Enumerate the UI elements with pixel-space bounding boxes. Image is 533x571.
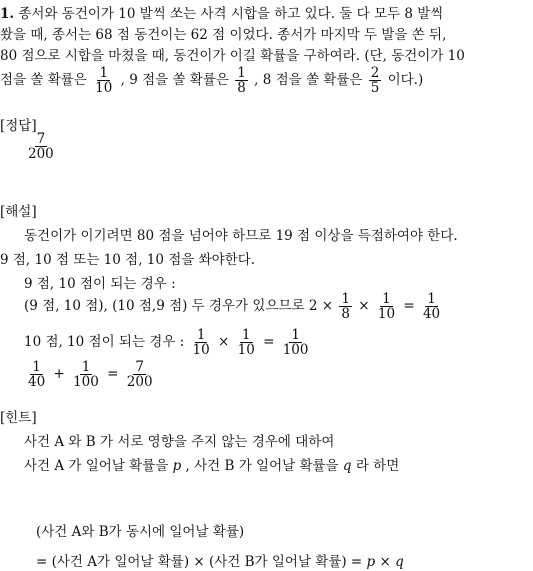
- fraction-denominator: 40: [422, 306, 441, 322]
- fraction-one-hundredth: [281, 328, 311, 357]
- problem-text-1: 종서와 동건이가 10 발씩 쏘는 사격 시합을 하고 있다. 둘 다 모두 8 발씩: [18, 6, 444, 22]
- fraction-denominator: 8: [341, 306, 350, 322]
- fraction-numerator: 1: [81, 359, 91, 375]
- fraction-numerator: 2: [370, 65, 380, 81]
- fraction-one-eighth: [339, 292, 352, 321]
- fraction-denominator: 100: [73, 374, 99, 390]
- answer-label: [정답]: [0, 118, 37, 134]
- fraction-two-fifths: [369, 66, 382, 95]
- problem-text-4c: , 8 점을 쏠 확률은: [254, 72, 363, 88]
- fraction-one-tenth: [376, 292, 397, 321]
- explanation-line-2: 9 점, 10 점 또는 10 점, 10 점을 쏴야한다.: [0, 252, 256, 268]
- fraction-seven-two-hundredths: [125, 360, 155, 389]
- fraction-denominator: 40: [28, 374, 46, 390]
- problem-line-1: [0, 6, 443, 22]
- fraction-numerator: 1: [237, 65, 246, 81]
- fraction-one-tenth: [191, 328, 212, 357]
- times-sign: ×: [379, 554, 391, 570]
- fraction-denominator: 100: [282, 342, 309, 358]
- case-1-text: (9 점, 10 점), (10 점,9 점) 두 경우가 있으므로 2 ×: [24, 298, 334, 314]
- hint-line-1: 사건 A 와 B 가 서로 영향을 주지 않는 경우에 대하여: [24, 434, 335, 450]
- times-sign: ×: [358, 298, 370, 314]
- equals-sign: =: [107, 366, 119, 382]
- fraction-numerator: 7: [135, 359, 144, 375]
- hint-text-4a: = (사건 A가 일어날 확률) × (사건 B가 일어날 확률) =: [36, 554, 363, 570]
- times-sign: ×: [218, 334, 230, 350]
- equals-sign: =: [403, 298, 415, 314]
- fraction-denominator: 10: [95, 80, 113, 96]
- fraction-numerator: 1: [291, 327, 300, 343]
- problem-line-4: [0, 66, 423, 95]
- fraction-numerator: 1: [241, 327, 251, 343]
- plus-sign: +: [53, 366, 65, 382]
- hint-label: [힌트]: [0, 410, 37, 426]
- fraction-one-fortieth: [421, 292, 442, 321]
- fraction-one-tenth: [236, 328, 257, 357]
- fraction-numerator: 1: [99, 65, 109, 81]
- explanation-case-1-detail: [24, 292, 444, 321]
- hint-text-2c: 라 하면: [355, 458, 400, 474]
- problem-number: 1.: [0, 6, 15, 22]
- fraction-numerator: 1: [382, 291, 391, 307]
- fraction-denominator: 8: [237, 80, 246, 96]
- explanation-line-1: 동건이가 이기려면 80 점을 넘어야 하므로 19 점 이상을 득점하여야 한다.: [24, 228, 458, 244]
- fraction-denominator: 10: [237, 342, 255, 358]
- variable-q: q: [395, 554, 404, 570]
- problem-text-4d: 이다.): [387, 72, 424, 88]
- hint-text-2b: , 사건 B 가 일어날 확률을: [185, 458, 339, 474]
- problem-line-2: 쐈을 때, 종서는 68 점 동건이는 62 점 이었다. 종서가 마지막 두 발을 쏜 뒤,: [0, 27, 447, 43]
- explanation-label: [해설]: [0, 204, 37, 220]
- fraction-numerator: 1: [32, 359, 41, 375]
- equals-sign: =: [263, 334, 275, 350]
- hint-line-2: [24, 458, 399, 474]
- variable-p: p: [366, 554, 376, 570]
- explanation-sum: [24, 360, 157, 389]
- fraction-numerator: 7: [36, 131, 46, 147]
- variable-q: q: [342, 458, 352, 474]
- fraction-one-eighth: [235, 66, 248, 95]
- problem-text-4b: , 9 점을 쏠 확률은: [120, 72, 229, 88]
- answer-fraction: [26, 132, 56, 161]
- fraction-denominator: 10: [377, 306, 396, 322]
- case-2-text: 10 점, 10 점이 되는 경우 :: [24, 334, 185, 350]
- fraction-numerator: 1: [196, 327, 206, 343]
- explanation-case-2: [24, 328, 313, 357]
- fraction-denominator: 200: [28, 146, 54, 162]
- hint-line-4: [36, 554, 404, 570]
- explanation-case-1: 9 점, 10 점이 되는 경우 :: [24, 276, 176, 292]
- variable-p: p: [172, 458, 182, 474]
- fraction-numerator: 1: [427, 291, 436, 307]
- answer-value: [24, 132, 58, 161]
- hint-text-2a: 사건 A 가 일어날 확률을: [24, 458, 169, 474]
- fraction-numerator: 1: [341, 291, 350, 307]
- fraction-denominator: 10: [192, 342, 210, 358]
- fraction-denominator: 200: [126, 374, 153, 390]
- fraction-one-fortieth: [26, 360, 47, 389]
- fraction-one-tenth: [93, 66, 114, 95]
- fraction-denominator: 5: [370, 80, 380, 96]
- hint-line-3: (사건 A와 B가 동시에 일어날 확률): [36, 524, 245, 540]
- problem-text-4a: 점을 쏠 확률은: [0, 72, 87, 88]
- problem-line-3: 80 점으로 시합을 마쳤을 때, 동건이가 이길 확률을 구하여라. (단, 동건이가 10: [0, 48, 465, 64]
- fraction-one-hundredth: [71, 360, 101, 389]
